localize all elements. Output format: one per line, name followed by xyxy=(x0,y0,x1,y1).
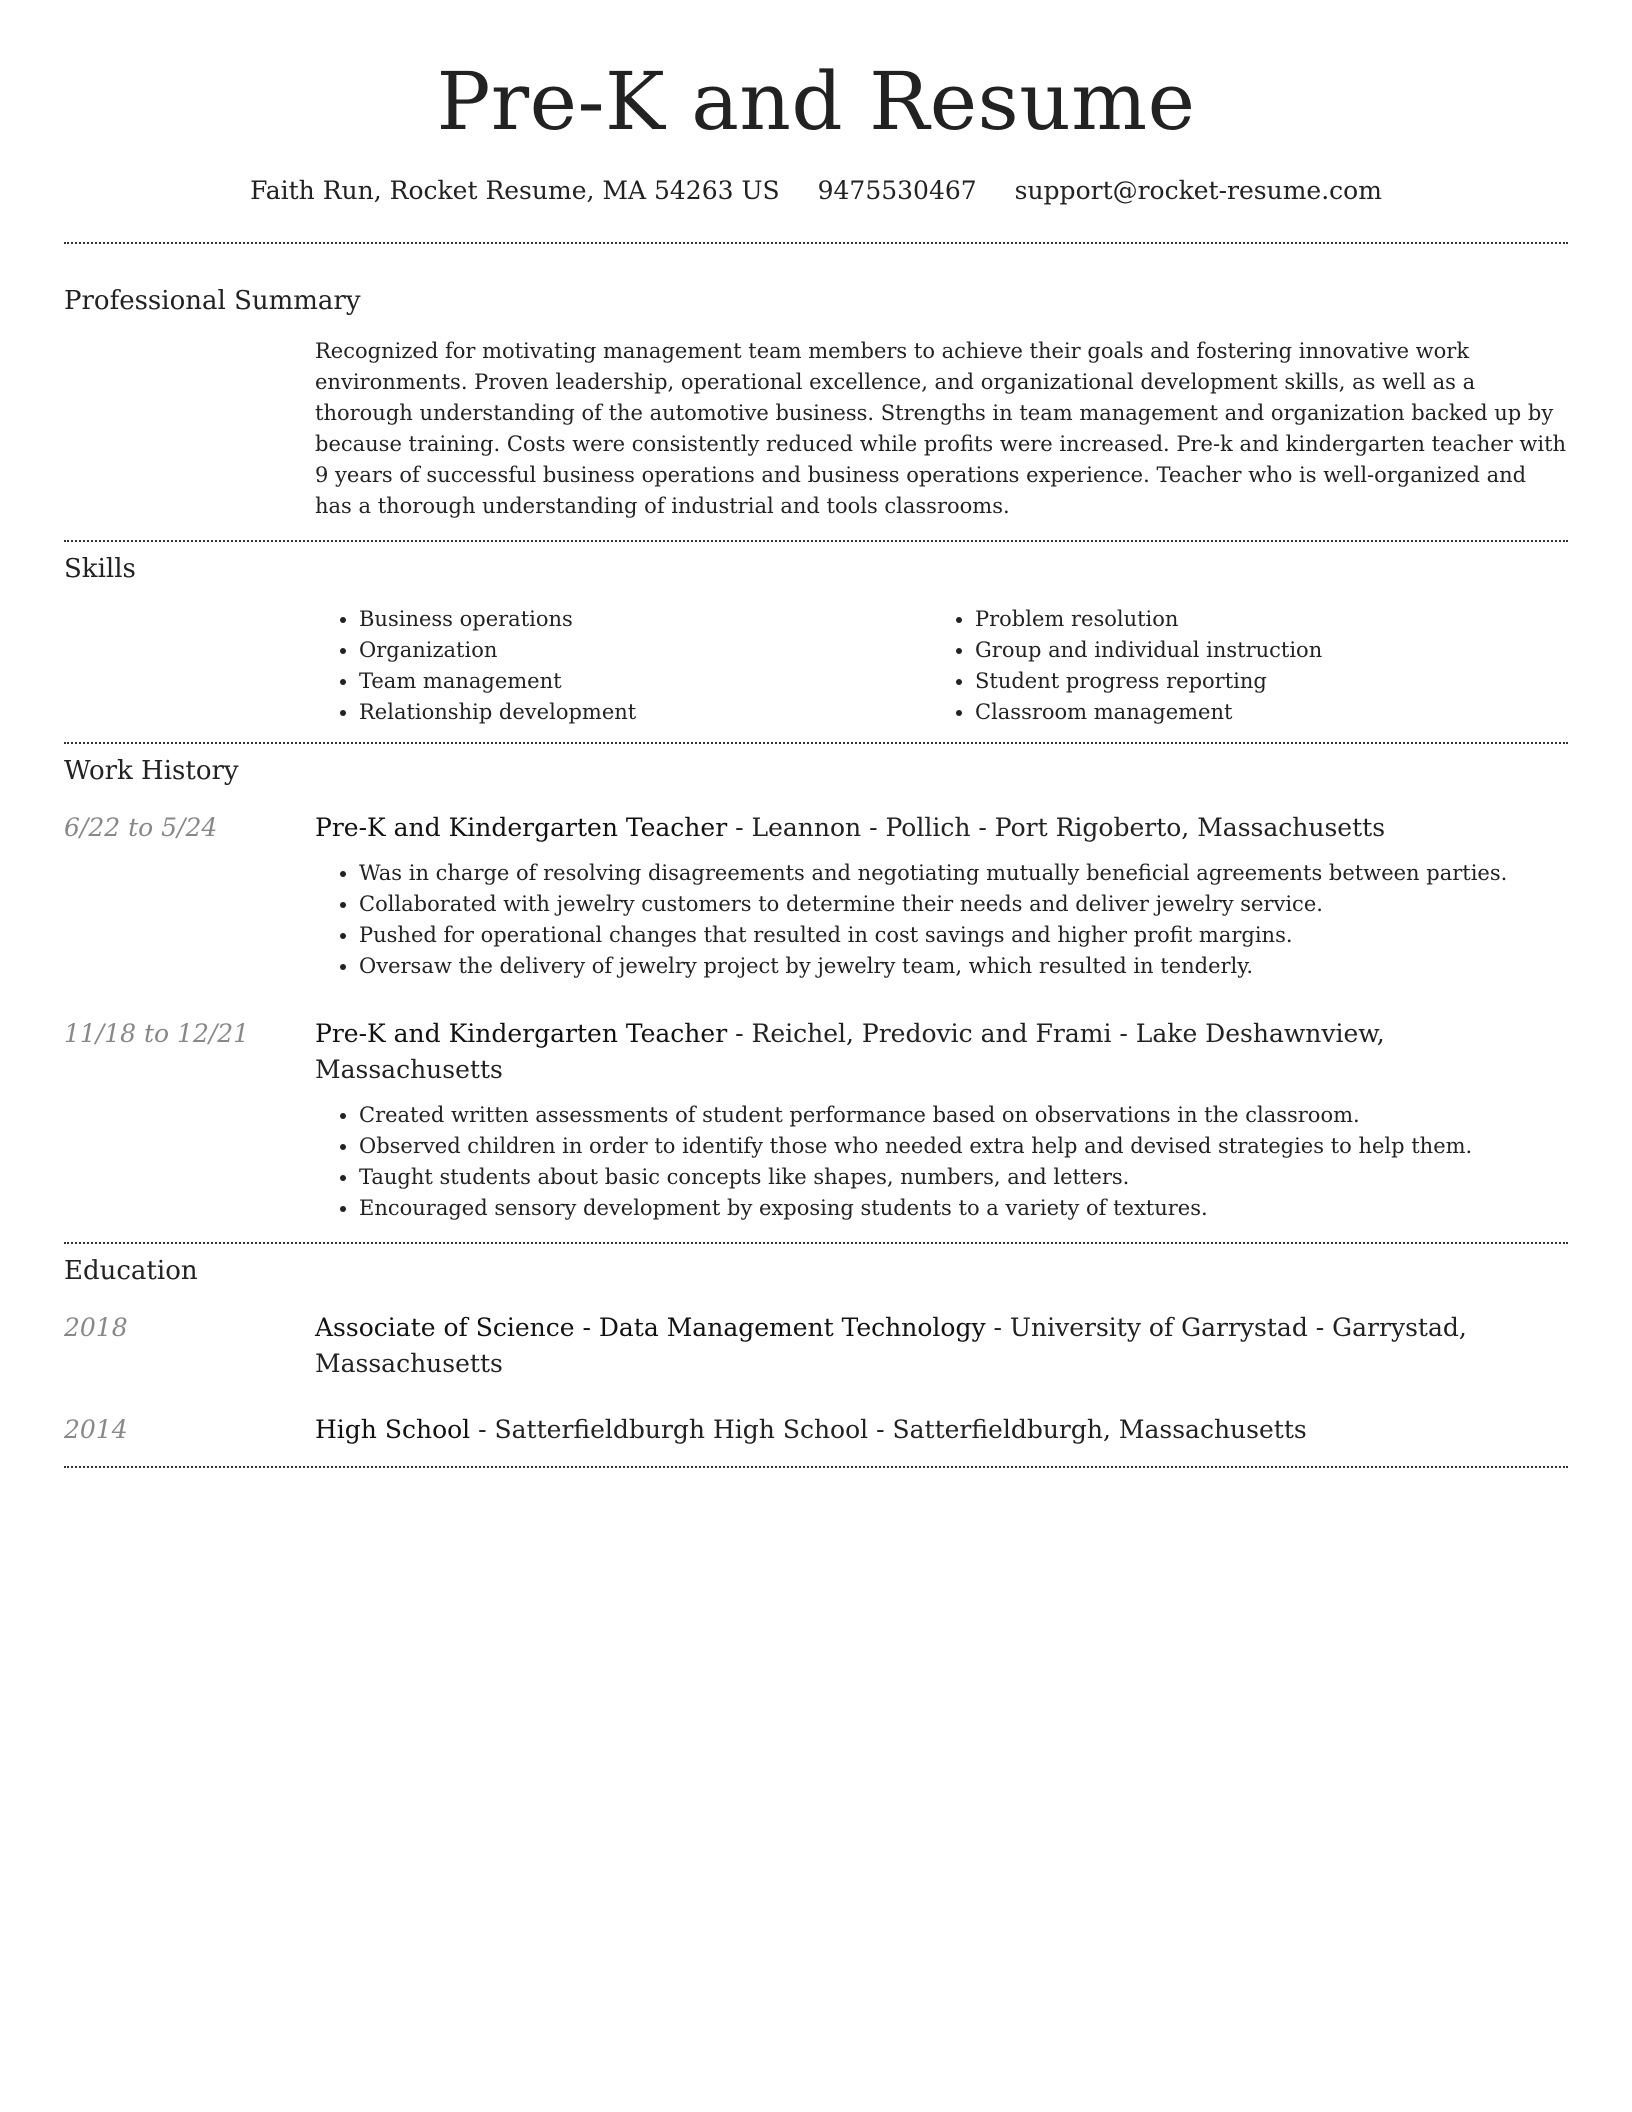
header-divider xyxy=(64,242,1568,244)
education-heading xyxy=(315,1412,1568,1448)
job-role: Pre-K and Kindergarten Teacher xyxy=(315,813,728,842)
work-section-title: Work History xyxy=(64,756,239,786)
education-degree: Associate of Science - Data Management Technology xyxy=(315,1313,986,1342)
job-bullet: • Collaborated with jewelry customers to determine their needs and deliver jewelry service. xyxy=(359,889,1568,920)
skill-item: • Student progress reporting xyxy=(975,666,1547,697)
spacer xyxy=(64,1224,1568,1242)
skill-item: • Team management xyxy=(359,666,931,697)
skill-item: • Classroom management xyxy=(975,697,1547,728)
skill-item: • Relationship development xyxy=(359,697,931,728)
contact-email: support@rocket-resume.com xyxy=(1014,176,1382,205)
contact-phone: 9475530467 xyxy=(817,176,977,205)
job-bullet: • Pushed for operational changes that resulted in cost savings and higher profit margins. xyxy=(359,920,1568,951)
summary-divider xyxy=(64,540,1568,542)
education-year: 2014 xyxy=(64,1415,128,1444)
education-entry xyxy=(64,1310,1568,1382)
job-entry xyxy=(64,1016,1568,1224)
skills-column-right xyxy=(931,604,1547,728)
job-bullet: • Observed children in order to identify those who needed extra help and devised strategies to help them. xyxy=(359,1131,1568,1162)
job-heading xyxy=(315,810,1568,846)
skill-item: • Business operations xyxy=(359,604,931,635)
job-bullet: • Was in charge of resolving disagreements and negotiating mutually beneficial agreements between parties. xyxy=(359,858,1568,889)
job-bullet: • Encouraged sensory development by exposing students to a variety of textures. xyxy=(359,1193,1568,1224)
job-body xyxy=(315,1016,1568,1224)
skill-item: • Problem resolution xyxy=(975,604,1547,635)
job-dates: 11/18 to 12/21 xyxy=(64,1019,250,1048)
skill-item: • Organization xyxy=(359,635,931,666)
job-dates: 6/22 to 5/24 xyxy=(64,813,218,842)
job-body xyxy=(315,810,1568,982)
contact-address: Faith Run, Rocket Resume, MA 54263 US xyxy=(250,176,780,205)
job-bullet: • Created written assessments of student performance based on observations in the classroom. xyxy=(359,1100,1568,1131)
job-details: - Reichel, Predovic and Frami - Lake Deshawnview, Massachusetts xyxy=(315,1019,1385,1084)
job-bullet: • Taught students about basic concepts like shapes, numbers, and letters. xyxy=(359,1162,1568,1193)
job-entry xyxy=(64,810,1568,982)
spacer xyxy=(64,982,1568,1016)
job-bullets xyxy=(315,1100,1568,1224)
skill-item: • Group and individual instruction xyxy=(975,635,1547,666)
education-details: - University of Garrystad - Garrystad, Massachusetts xyxy=(315,1313,1467,1378)
job-bullet: • Oversaw the delivery of jewelry project by jewelry team, which resulted in tenderly. xyxy=(359,951,1568,982)
skills-column-left xyxy=(315,604,931,728)
candidate-name: Pre-K and Resume xyxy=(436,55,1196,148)
education-entry xyxy=(64,1412,1568,1448)
job-details: - Leannon - Pollich - Port Rigoberto, Massachusetts xyxy=(727,813,1386,842)
skills-section-title: Skills xyxy=(64,554,136,584)
job-heading xyxy=(315,1016,1568,1088)
education-heading xyxy=(315,1310,1568,1382)
summary-section-title: Professional Summary xyxy=(64,286,361,316)
education-divider xyxy=(64,1466,1568,1468)
education-year: 2018 xyxy=(64,1313,128,1342)
job-role: Pre-K and Kindergarten Teacher xyxy=(315,1019,728,1048)
skills-divider xyxy=(64,742,1568,744)
contact-line xyxy=(64,174,1568,208)
education-degree: High School xyxy=(315,1415,471,1444)
spacer xyxy=(64,1448,1568,1466)
job-bullets xyxy=(315,858,1568,982)
education-section-title: Education xyxy=(64,1256,198,1286)
skills-list xyxy=(315,604,1568,728)
summary-text: Recognized for motivating management team members to achieve their goals and fostering innovative work environments. Proven leadership, operational excellence, and organizational development skills, as well as a thorough understanding of the automotive business. Strengths in team management and organization backed up by because training. Costs were consistently reduced while profits were increased. Pre-k and kindergarten teacher with 9 years of successful business operations and business operations experience. Teacher who is well-organized and has a thorough understanding of industrial and tools classrooms. xyxy=(315,339,1567,518)
work-divider xyxy=(64,1242,1568,1244)
education-details: - Satterfieldburgh High School - Satterfieldburgh, Massachusetts xyxy=(470,1415,1307,1444)
